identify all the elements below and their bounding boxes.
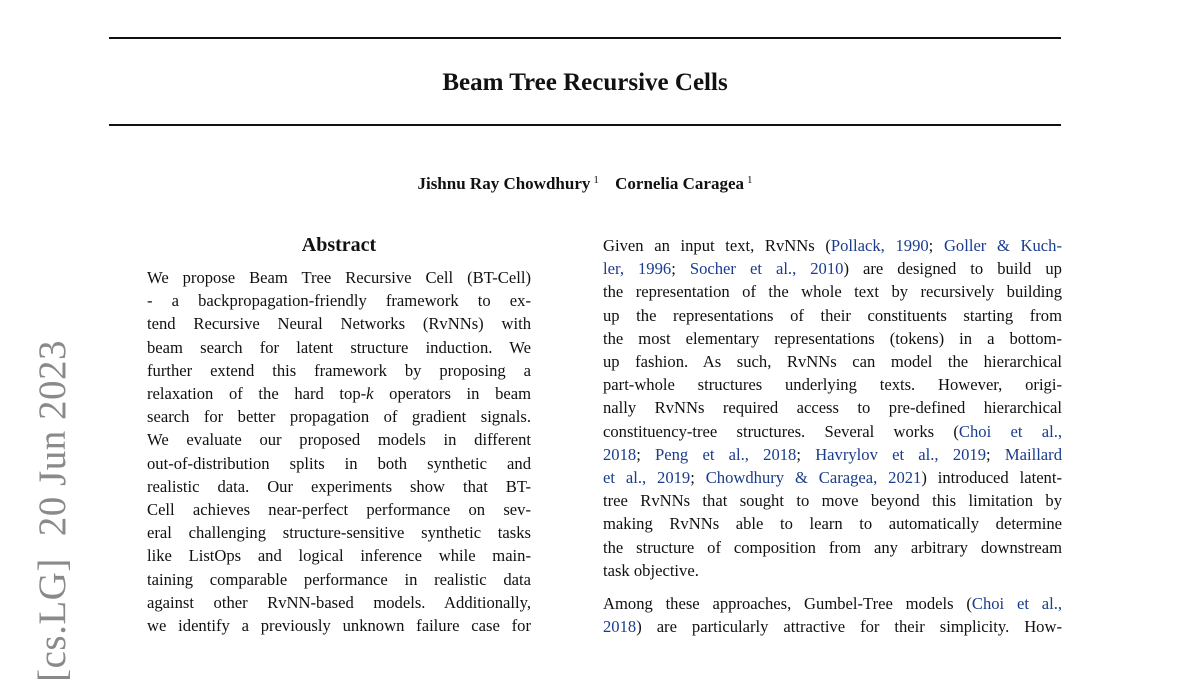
line-text: ;	[690, 468, 706, 488]
intro-line	[603, 592, 1062, 615]
abstract-line: eral challenging structure-sensitive synthetic tasks	[147, 523, 531, 543]
author	[417, 174, 598, 193]
arxiv-category: [cs.LG]	[31, 558, 74, 682]
citation-link[interactable]: Choi et al.,	[958, 421, 1062, 441]
intro-line: up the representations of their constituents starting from	[603, 305, 1062, 325]
line-text: ;	[928, 236, 944, 255]
abstract-heading: Abstract	[301, 234, 377, 256]
abstract-line: search for better propagation of gradient signals.	[147, 407, 531, 427]
citation-link[interactable]: ler, 1996	[603, 259, 672, 279]
citation-link[interactable]: Maillard	[1004, 444, 1062, 464]
abstract-line: taining comparable performance in realistic data	[147, 569, 531, 589]
line-text: Given an input text, RvNNs (	[603, 236, 831, 255]
abstract-body	[147, 266, 531, 637]
intro-line: the structure of composition from any arbitrary downstream	[603, 537, 1062, 557]
line-text: ;	[796, 444, 816, 464]
abstract-line: - a backpropagation-friendly framework to ex-	[147, 291, 531, 311]
author-affiliation-mark: 1	[593, 174, 599, 186]
abstract-line: against other RvNN-based models. Additionally,	[147, 592, 531, 612]
intro-line: the most elementary representations (tokens) in a bottom-	[603, 328, 1062, 348]
citation-link[interactable]: Goller & Kuch-	[943, 236, 1062, 255]
line-text: ) are particularly attractive for their simplicity. How-	[636, 617, 1062, 637]
math-variable: k	[366, 384, 374, 404]
title-rule-bottom	[109, 124, 1061, 126]
title-rule-top	[109, 37, 1061, 39]
paragraph-gap	[603, 582, 1062, 592]
citation-link[interactable]: Havrylov et al., 2019	[815, 444, 987, 464]
citation-link[interactable]: Chowdhury & Caragea, 2021	[705, 468, 922, 488]
citation-link[interactable]: Socher et al., 2010	[689, 259, 844, 279]
line-text: relaxation of the hard top-	[147, 384, 367, 404]
abstract-line: We evaluate our proposed models in different	[147, 430, 531, 450]
line-text: ;	[636, 444, 656, 464]
author-list	[109, 168, 1061, 196]
line-text: Among these approaches, Gumbel-Tree models (	[603, 594, 972, 614]
line-text: ;	[986, 444, 1005, 464]
abstract-line: further extend this framework by proposing a	[147, 360, 531, 380]
paper-title: Beam Tree Recursive Cells	[442, 69, 728, 96]
citation-link[interactable]: Pollack, 1990	[830, 236, 929, 255]
abstract-line: Cell achieves near-perfect performance on sev-	[147, 500, 531, 520]
abstract-line: realistic data. Our experiments show that BT-	[147, 476, 531, 496]
intro-line: part-whole structures underlying texts. However, origi-	[603, 375, 1062, 395]
intro-line: up fashion. As such, RvNNs can model the hierarchical	[603, 352, 1062, 372]
abstract-line: we identify a previously unknown failure case for	[147, 616, 531, 636]
abstract-column	[147, 232, 531, 637]
abstract-line: tend Recursive Neural Networks (RvNNs) with	[147, 314, 531, 334]
citation-link[interactable]: Choi et al.,	[971, 594, 1062, 614]
citation-link[interactable]: Peng et al., 2018	[655, 444, 797, 464]
abstract-line: like ListOps and logical inference while main-	[147, 546, 531, 566]
author-name: Jishnu Ray Chowdhury	[417, 174, 591, 193]
intro-line	[603, 257, 1062, 280]
arxiv-side-stamp	[30, 318, 75, 682]
line-text: ;	[671, 259, 690, 279]
intro-line	[603, 234, 1062, 257]
line-text: ) introduced latent-	[921, 468, 1062, 488]
arxiv-date: 20 Jun 2023	[31, 340, 74, 537]
intro-line	[603, 466, 1062, 489]
intro-column	[603, 234, 1062, 638]
intro-line: task objective.	[603, 560, 699, 580]
abstract-line: We propose Beam Tree Recursive Cell (BT-Cell)	[147, 268, 531, 287]
intro-line	[603, 615, 1062, 638]
abstract-line	[147, 382, 531, 405]
intro-line: nally RvNNs required access to pre-defined hierarchical	[603, 398, 1062, 418]
abstract-line: beam search for latent structure induction. We	[147, 337, 531, 357]
author-affiliation-mark: 1	[747, 174, 753, 186]
intro-line	[603, 443, 1062, 466]
intro-paragraph	[603, 592, 1062, 638]
line-text: ) are designed to build up	[843, 259, 1062, 279]
intro-line	[603, 420, 1062, 443]
line-text: operators in beam	[373, 384, 532, 404]
intro-line: making RvNNs able to learn to automatically determine	[603, 514, 1062, 534]
citation-link[interactable]: 2018	[603, 444, 637, 464]
citation-link[interactable]: 2018	[603, 617, 637, 637]
line-text: constituency-tree structures. Several works (	[603, 421, 959, 441]
citation-link[interactable]: et al., 2019	[603, 468, 691, 488]
abstract-line: out-of-distribution splits in both synthetic and	[147, 453, 531, 473]
intro-paragraph	[603, 234, 1062, 582]
author	[615, 174, 752, 193]
author-name: Cornelia Caragea	[615, 174, 745, 193]
intro-line: the representation of the whole text by recursively building	[603, 282, 1062, 302]
intro-line: tree RvNNs that sought to move beyond this limitation by	[603, 491, 1062, 511]
